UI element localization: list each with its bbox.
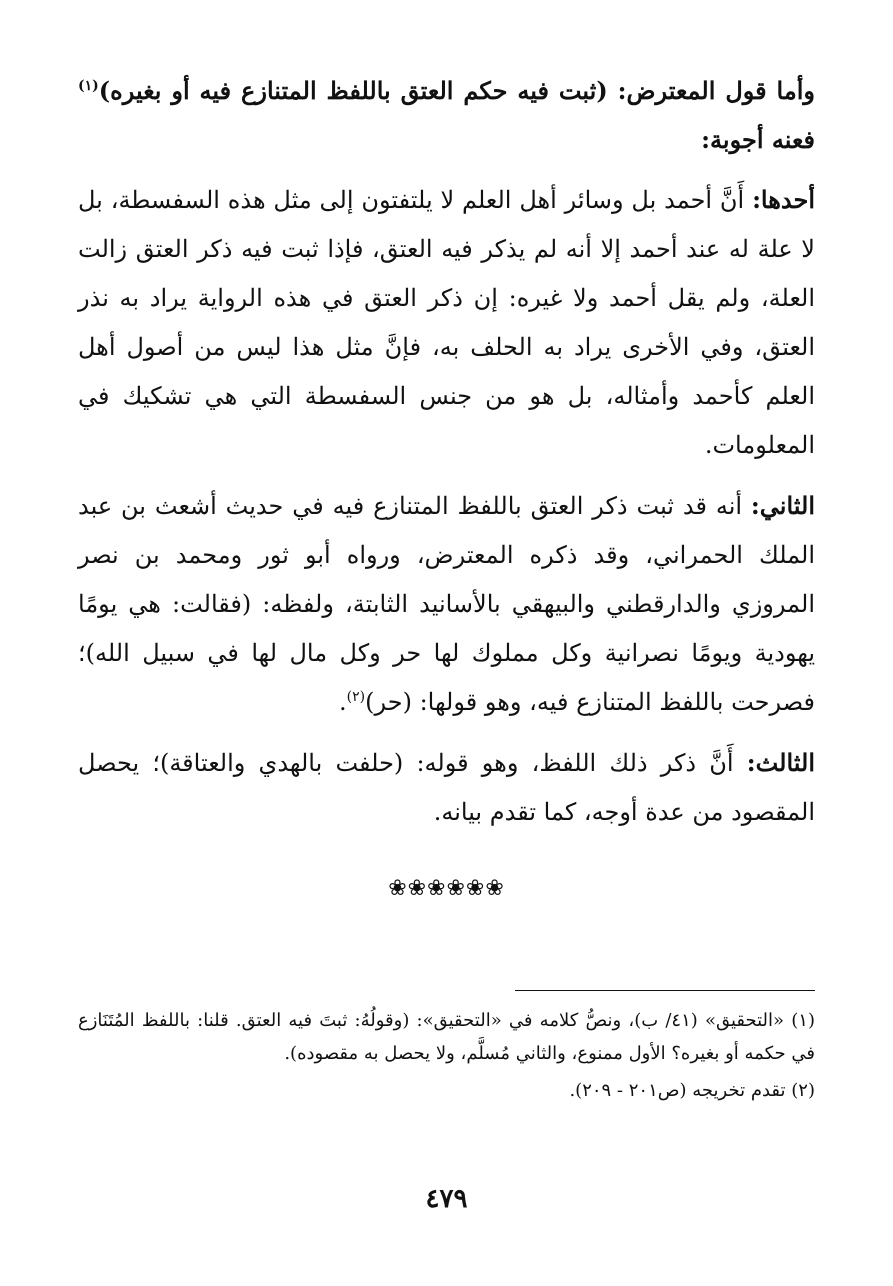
footnote-2-text: تقدم تخريجه (ص٢٠١ - ٢٠٩). [569, 1080, 786, 1101]
second-answer-text: أنه قد ثبت ذكر العتق باللفظ المتنازع فيه في حديث أشعث بن عبد الملك الحمراني، وقد ذكره المعترض، ورواه أبو ثور ومحمد بن نصر المروزي والدارقطني والبيهقي بالأسانيد الثابتة، ولفظه: (فقالت: هي يومًا يهودية ويومًا نصرانية وكل مملوك لها حر وكل مال لها في سبيل الله)؛ فصرحت باللفظ المتنازع فيه، وهو قولها: (حر) [78, 492, 815, 716]
footnote-divider [515, 990, 815, 991]
section-ornament: ❀❀❀❀❀❀ [388, 876, 505, 901]
third-answer-text: أَنَّ ذكر ذلك اللفظ، وهو قوله: (حلفت بالهدي والعتاقة)؛ يحصل المقصود من عدة أوجه، كما تقدم بيانه. [78, 749, 815, 826]
first-answer-text: أَنَّ أحمد بل وسائر أهل العلم لا يلتفتون إلى مثل هذه السفسطة، بل لا علة له عند أحمد إلا أنه لم يذكر فيه العتق، فإذا ثبت فيه ذكر العتق زالت العلة، ولم يقل أحمد ولا غيره: إن ذكر العتق في هذه الرواية يراد به نذر العتق، وفي الأخرى يراد به الحلف به، فإنَّ مثل هذا ليس من أصول أهل العلم كأحمد وأمثاله، بل هو من جنس السفسطة التي هي تشكيك في المعلومات. [78, 186, 815, 459]
third-answer-paragraph [78, 738, 815, 837]
footnote-2-number: (٢) [791, 1080, 815, 1101]
intro-lead: وأما قول المعترض: (ثبت فيه حكم العتق باللفظ المتنازع فيه أو بغيره) [98, 76, 815, 105]
footnote-1-number: (١) [791, 1010, 815, 1031]
third-answer-label: الثالث: [746, 748, 815, 777]
footnotes [78, 1004, 815, 1111]
footnote-1-text: «التحقيق» (٤١/ ب)، ونصُّ كلامه في «التحقيق»: (وقولُهُ: ثبتَ فيه العتق. قلنا: باللفظ المُتَنَازع في حكمه أو بغيره؟ الأول ممنوع، والثاني مُسلَّم، ولا يحصل به مقصوده). [78, 1010, 815, 1064]
first-answer-paragraph [78, 175, 815, 470]
footnote-ref-2: (٢) [346, 689, 366, 705]
footnote-2 [78, 1074, 815, 1107]
second-answer-label: الثاني: [750, 491, 815, 520]
intro-tail: فعنه أجوبة: [701, 125, 815, 154]
second-answer-end: . [339, 688, 347, 716]
intro-paragraph [78, 66, 815, 164]
second-answer-paragraph [78, 481, 815, 727]
main-text [78, 66, 815, 848]
page-number: ٤٧٩ [425, 1184, 468, 1214]
first-answer-label: أحدها: [752, 185, 815, 214]
footnote-ref-1: (١) [78, 78, 99, 94]
footnote-1 [78, 1004, 815, 1070]
